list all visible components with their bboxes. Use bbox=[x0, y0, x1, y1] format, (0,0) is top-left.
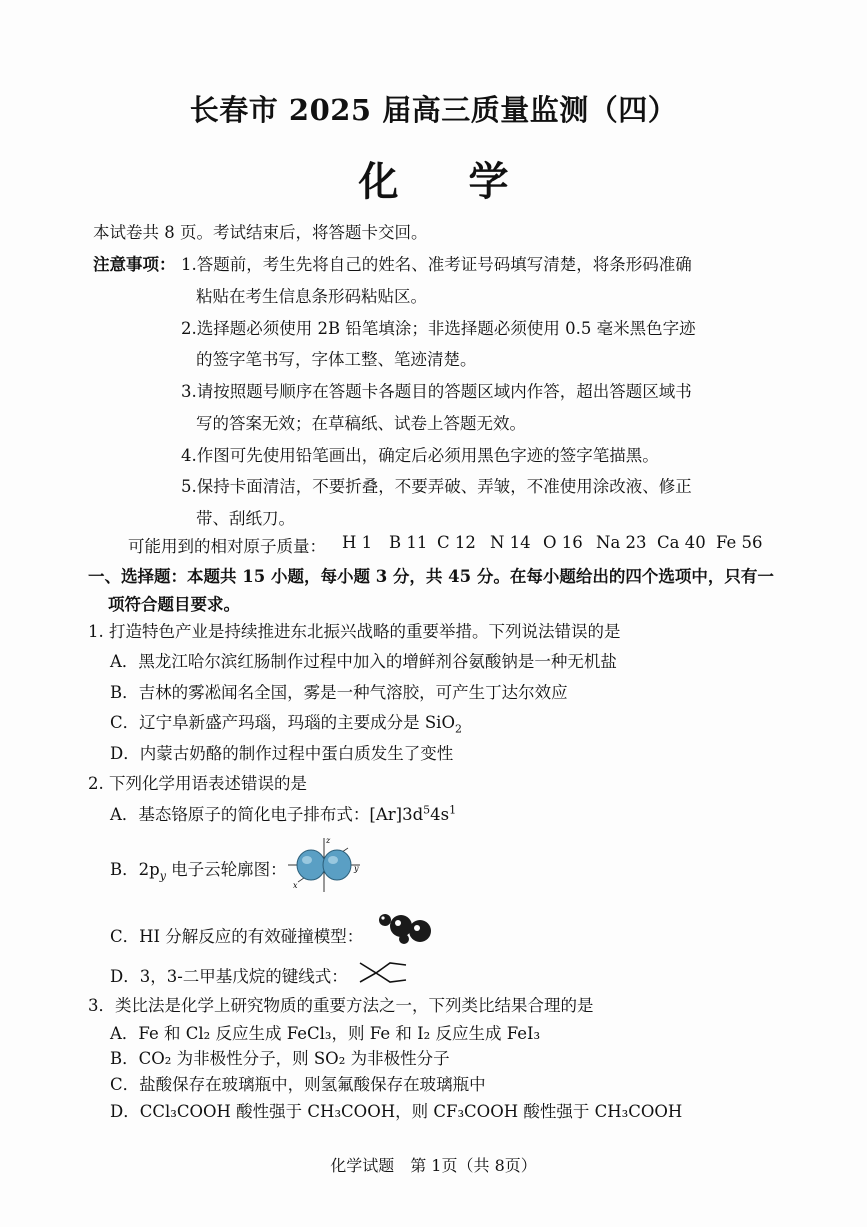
mass-c: C 12 bbox=[437, 533, 476, 552]
mass-n: N 14 bbox=[490, 533, 531, 552]
note-4: 4.作图可先使用铅笔画出，确定后必须用黑色字迹的签字笔描黑。 bbox=[181, 446, 659, 465]
mass-h: H 1 bbox=[342, 533, 373, 552]
mass-ca: Ca 40 bbox=[657, 533, 706, 552]
page-title: 长春市 2025 届高三质量监测（四） bbox=[189, 93, 678, 127]
section-heading-line2: 项符合题目要求。 bbox=[108, 595, 240, 614]
q1-option-a: A．黑龙江哈尔滨红肠制作过程中加入的增鲜剂谷氨酸钠是一种无机盐 bbox=[110, 652, 617, 671]
note-5b: 带、刮纸刀。 bbox=[196, 509, 295, 528]
notes-label: 注意事项： bbox=[93, 255, 176, 274]
q3-stem: 3．类比法是化学上研究物质的重要方法之一，下列类比结果合理的是 bbox=[88, 996, 594, 1015]
q2-stem: 2. 下列化学用语表述错误的是 bbox=[88, 774, 307, 793]
mass-fe: Fe 56 bbox=[716, 533, 763, 552]
svg-text:z: z bbox=[326, 836, 331, 845]
2py-orbital-diagram bbox=[284, 834, 364, 894]
page-footer: 化学试题 第 1页（共 8页） bbox=[330, 1156, 537, 1175]
intro-text: 本试卷共 8 页。考试结束后，将答题卡交回。 bbox=[93, 223, 428, 242]
note-1a: 1.答题前，考生先将自己的姓名、准考证号码填写清楚，将条形码准确 bbox=[181, 255, 692, 274]
bond-line-structure bbox=[356, 960, 412, 984]
atomic-masses-label: 可能用到的相对原子质量： bbox=[128, 537, 326, 556]
q1-stem: 1. 打造特色产业是持续推进东北振兴战略的重要举措。下列说法错误的是 bbox=[88, 622, 621, 641]
note-2b: 的签字笔书写，字体工整、笔迹清楚。 bbox=[196, 350, 477, 369]
note-3b: 写的答案无效；在草稿纸、试卷上答题无效。 bbox=[196, 414, 526, 433]
note-5a: 5.保持卡面清洁，不要折叠，不要弄破、弄皱，不准使用涂改液、修正 bbox=[181, 477, 692, 496]
q1-option-b: B．吉林的雾凇闻名全国，雾是一种气溶胶，可产生丁达尔效应 bbox=[110, 683, 568, 702]
q1-option-d: D．内蒙古奶酪的制作过程中蛋白质发生了变性 bbox=[110, 744, 454, 763]
q2-option-a: A．基态铬原子的简化电子排布式：$[Ar]3d^54s^1$ bbox=[110, 803, 457, 824]
q2-option-d: D．3，3-二甲基戊烷的键线式： bbox=[110, 967, 348, 986]
q2-option-b: B．$2p_y$ 电子云轮廓图： bbox=[110, 860, 287, 883]
note-1b: 粘贴在考生信息条形码粘贴区。 bbox=[196, 287, 427, 306]
q1-option-c: C．辽宁阜新盛产玛瑙，玛瑙的主要成分是 SiO$_2$ bbox=[110, 713, 462, 736]
svg-text:x: x bbox=[293, 881, 298, 890]
q3-option-d: D．CCl₃COOH 酸性强于 CH₃COOH，则 CF₃COOH 酸性强于 CH₃COOH bbox=[110, 1102, 683, 1121]
mass-b: B 11 bbox=[389, 533, 428, 552]
note-3a: 3.请按照题号顺序在答题卡各题目的答题区域内作答，超出答题区域书 bbox=[181, 382, 692, 401]
q3-option-a: A．Fe 和 Cl₂ 反应生成 FeCl₃，则 Fe 和 I₂ 反应生成 FeI₃ bbox=[110, 1024, 541, 1043]
subject-heading: 化 学 bbox=[358, 158, 537, 205]
hi-collision-model bbox=[374, 908, 436, 948]
q3-option-c: C．盐酸保存在玻璃瓶中，则氢氟酸保存在玻璃瓶中 bbox=[110, 1075, 486, 1094]
mass-na: Na 23 bbox=[596, 533, 647, 552]
q2-option-c: C．HI 分解反应的有效碰撞模型： bbox=[110, 927, 364, 946]
section-heading-line1: 一、选择题：本题共 15 小题，每小题 3 分，共 45 分。在每小题给出的四个选项中，只有一 bbox=[88, 567, 774, 586]
svg-text:y: y bbox=[354, 864, 359, 873]
note-2a: 2.选择题必须使用 2B 铅笔填涂；非选择题必须使用 0.5 毫米黑色字迹 bbox=[181, 319, 696, 338]
mass-o: O 16 bbox=[543, 533, 583, 552]
q3-option-b: B．CO₂ 为非极性分子，则 SO₂ 为非极性分子 bbox=[110, 1049, 450, 1068]
